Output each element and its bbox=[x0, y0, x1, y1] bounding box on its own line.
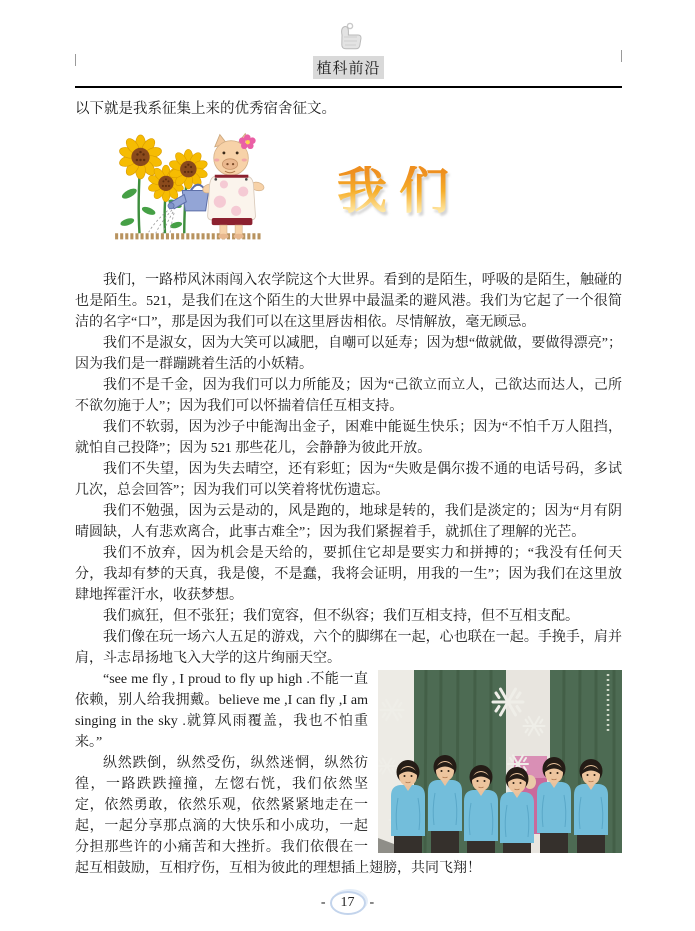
paragraph: 我们不是淑女，因为大笑可以减肥，自嘲可以延寿；因为想“做就做，要做得漂亮”；因为我们是一群蹦跳着生活的小妖精。 bbox=[75, 336, 622, 372]
paragraph: 我们疯狂，但不张狂；我们宽容，但不纵容；我们互相支持，但不互相支配。 bbox=[103, 609, 579, 624]
article-body bbox=[75, 270, 622, 879]
paragraph: 我们，一路栉风沐雨闯入农学院这个大世界。看到的是陌生，呼吸的是陌生，触碰的也是陌生。521，是我们在这个陌生的大世界中最温柔的避风港。我们为它起了一个很简洁的名字“口”，那是因为我们可以在这里唇齿相依。尽情解放，毫无顾忌。 bbox=[75, 273, 622, 330]
banner-title: 我们 bbox=[337, 162, 461, 220]
group-photo bbox=[378, 670, 622, 853]
sunflowers-and-pig-illustration bbox=[110, 130, 288, 248]
margin-tick-right bbox=[621, 50, 622, 62]
paragraph: 我们不软弱，因为沙子中能淘出金子，困难中能诞生快乐；因为“不怕千万人阻挡，就怕自己投降”；因为 521 那些花儿，会静静为彼此开放。 bbox=[75, 420, 622, 456]
page-number-suffix: - bbox=[369, 895, 375, 910]
paragraph: 我们像在玩一场六人五足的游戏，六个的脚绑在一起，心也联在一起。手挽手，肩并肩，斗志昂扬地飞入大学的这片绚丽天空。 bbox=[75, 630, 622, 666]
paragraph: 我们不是千金，因为我们可以力所能及；因为“己欲立而立人，己欲达而达人，己所不欲勿施于人”；因为我们可以怀揣着信任互相支持。 bbox=[75, 378, 622, 414]
paragraph: 纵然跌倒，纵然受伤，纵然迷惘，纵然彷徨，一路跌跌撞撞，左惚右恍，我们依然坚定，依然勇敢，依然乐观，依然紧紧地走在一起，一起分享那点滴的大快乐和小成功，一起分担那些许的小痛苦和大挫折。我们依偎在一起互相鼓励，互相疗伤，互相为彼此的理想插上翅膀，共同飞翔！ bbox=[75, 756, 481, 876]
pig-character bbox=[201, 134, 264, 239]
thumbs-up-icon bbox=[332, 22, 366, 52]
paragraph: 我们不放弃，因为机会是天给的，要抓住它却是要实力和拼搏的；“我没有任何天分，我却有梦的天真，我是傻，不是蠢，我将会证明，用我的一生”；因为我们在这里放肆地挥霍汗水，收获梦想。 bbox=[75, 546, 622, 603]
page-number-value: 17 bbox=[340, 895, 355, 910]
section-title: 植科前沿 bbox=[313, 56, 383, 79]
paragraph: “see me fly , I proud to fly up high .不能一直依赖，别人给我拥戴。believe me ,I can fly ,I am singing in the sky .就算风雨覆盖，我也不怕重来。” bbox=[75, 672, 368, 750]
paragraph: 我们不失望，因为失去晴空，还有彩虹；因为“失败是偶尔拨不通的电话号码，多试几次，总会回答”；因为我们可以笑着将忧伤遗忘。 bbox=[75, 462, 622, 498]
paragraph: 我们不勉强，因为云是动的，风是跑的，地球是转的，我们是淡定的；因为“月有阴晴圆缺，人有悲欢离合，此事古难全”；因为我们紧握着手，就抓住了理解的光芒。 bbox=[75, 504, 622, 540]
page-number-oval bbox=[330, 891, 366, 915]
page-header bbox=[75, 22, 622, 88]
title-graphic-row bbox=[75, 128, 622, 256]
page-footer bbox=[0, 891, 695, 915]
margin-tick-left bbox=[75, 54, 76, 66]
intro-text: 以下就是我系征集上来的优秀宿舍征文。 bbox=[75, 101, 336, 117]
header-rule bbox=[75, 86, 622, 88]
page-number bbox=[321, 891, 374, 915]
page-number-prefix: - bbox=[320, 895, 326, 910]
